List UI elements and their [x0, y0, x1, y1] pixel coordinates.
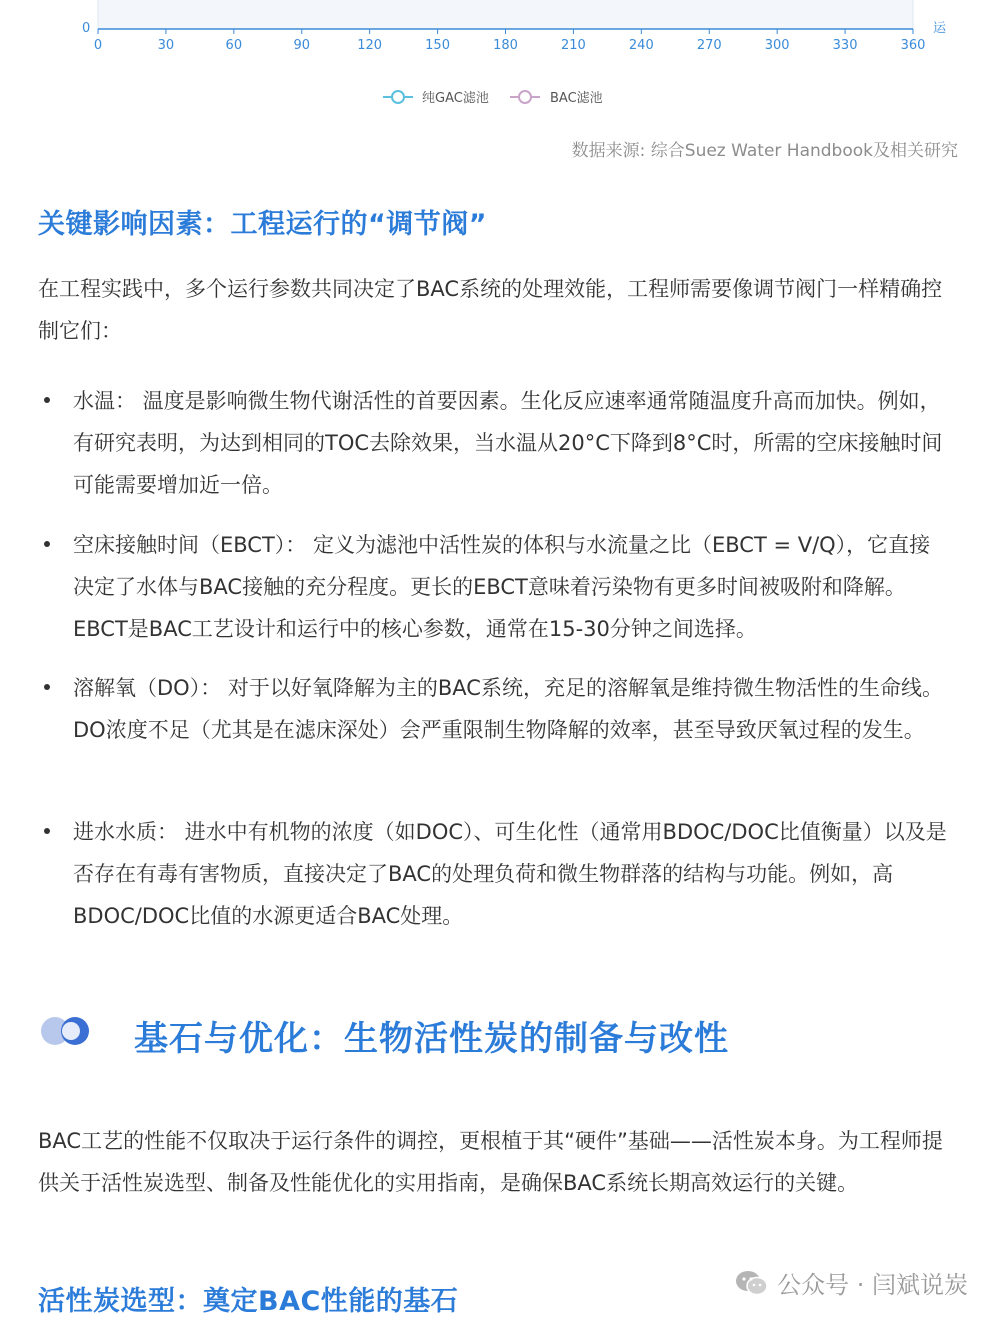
- x-tick-label: 120: [357, 38, 383, 53]
- section-marker-icon: [38, 1014, 98, 1048]
- list-item-text: 溶解氧（DO）： 对于以好氧降解为主的BAC系统，充足的溶解氧是维持微生物活性的生命线。DO浓度不足（尤其是在滤床深处）会严重限制生物降解的效率，甚至导致厌氧过程的发生。: [73, 676, 943, 742]
- x-tick-label: 30: [157, 38, 175, 53]
- legend-label-bac: BAC滤池: [550, 91, 603, 106]
- bullet-icon: [44, 828, 50, 834]
- x-tick-label: 0: [93, 38, 103, 53]
- bullet-icon: [44, 541, 50, 547]
- list-item-text: 进水水质： 进水中有机物的浓度（如DOC）、可生化性（通常用BDOC/DOC比值衡量）以及是否存在有毒有害物质，直接决定了BAC的处理负荷和微生物群落的结构与功能。例如，高BDOC/DOC比值的水源更适合BAC处理。: [73, 820, 947, 928]
- legend-item-gac[interactable]: [383, 90, 489, 106]
- foundation-intro: BAC工艺的性能不仅取决于运行条件的调控，更根植于其“硬件”基础——活性炭本身。为工程师提供关于活性炭选型、制备及性能优化的实用指南，是确保BAC系统长期高效运行的关键。: [38, 1129, 943, 1195]
- legend-label-gac: 纯GAC滤池: [422, 91, 489, 106]
- legend-item-bac[interactable]: [510, 90, 603, 106]
- legend: [383, 90, 603, 106]
- key-factors-heading: 关键影响因素：工程运行的“调节阀”: [38, 209, 487, 240]
- plot-area: [98, 0, 913, 29]
- x-tick-label: 210: [561, 38, 586, 53]
- watermark-text: 公众号 · 闫斌说炭: [777, 1271, 968, 1299]
- data-source-note: 数据来源: 综合Suez Water Handbook及相关研究: [571, 141, 958, 161]
- x-tick-label: 60: [225, 38, 243, 53]
- list-item: [48, 667, 948, 751]
- list-item-text: 水温： 温度是影响微生物代谢活性的首要因素。生化反应速率通常随温度升高而加快。例如，有研究表明，为达到相同的TOC去除效果，当水温从20°C下降到8°C时，所需的空床接触时间可能需要增加近一倍。: [73, 389, 943, 497]
- x-tick-label: 180: [493, 38, 518, 53]
- x-tick-label: 240: [628, 38, 654, 53]
- bullet-icon: [44, 397, 50, 403]
- foundation-heading: 基石与优化：生物活性炭的制备与改性: [134, 1019, 729, 1059]
- selection-heading: 活性炭选型：奠定BAC性能的基石: [38, 1286, 459, 1317]
- x-axis-ticks: [94, 29, 926, 53]
- x-tick-label: 90: [293, 38, 311, 53]
- list-item: [48, 524, 948, 650]
- right-axis-label: 运: [933, 21, 947, 36]
- chart: [0, 0, 1000, 120]
- y-tick-label: 0: [82, 21, 91, 36]
- x-tick-label: 150: [425, 38, 450, 53]
- list-item-text: 空床接触时间（EBCT）： 定义为滤池中活性炭的体积与水流量之比（EBCT = V/Q），它直接决定了水体与BAC接触的充分程度。更长的EBCT意味着污染物有更多时间被吸附和降解。EBCT是BAC工艺设计和运行中的核心参数，通常在15-30分钟之间选择。: [73, 533, 931, 641]
- key-factors-intro: 在工程实践中，多个运行参数共同决定了BAC系统的处理效能，工程师需要像调节阀门一样精确控制它们：: [38, 277, 943, 343]
- list-item: [48, 811, 948, 937]
- x-tick-label: 360: [900, 38, 926, 53]
- bullet-icon: [44, 684, 50, 690]
- wechat-icon: [735, 1269, 769, 1297]
- watermark: [735, 1265, 968, 1300]
- x-tick-label: 330: [832, 38, 858, 53]
- x-tick-label: 300: [764, 38, 790, 53]
- x-tick-label: 270: [696, 38, 722, 53]
- list-item: [48, 380, 948, 506]
